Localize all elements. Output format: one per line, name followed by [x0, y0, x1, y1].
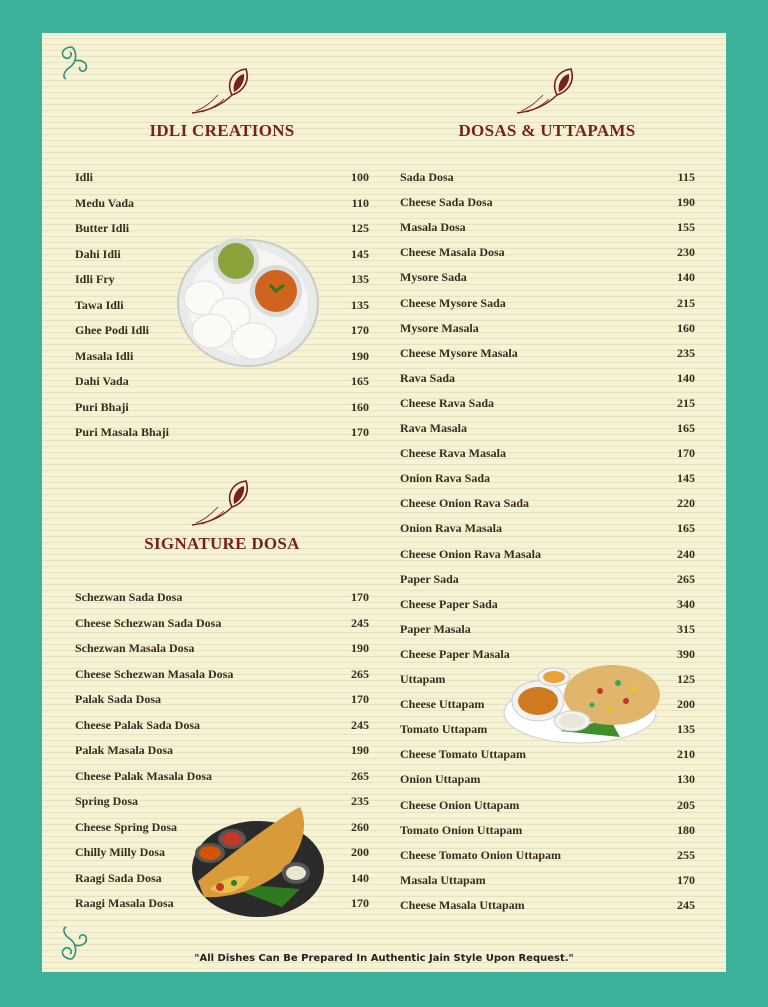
section-title-idli: IDLI CREATIONS	[149, 121, 295, 140]
menu-item-name: Cheese Tomato Onion Uttapam	[400, 847, 562, 862]
menu-item-price: 200	[677, 697, 695, 712]
menu-item-price: 340	[677, 596, 695, 611]
menu-item-name: Mysore Masala	[400, 320, 479, 335]
menu-item-price: 190	[351, 348, 369, 363]
menu-item-price: 315	[677, 621, 695, 636]
menu-item-price: 265	[351, 768, 369, 783]
menu-item-name: Cheese Rava Sada	[400, 395, 495, 410]
menu-item-name: Cheese Masala Dosa	[400, 245, 505, 260]
menu-item-price: 200	[351, 845, 369, 859]
menu-item-price: 135	[677, 722, 695, 737]
menu-item-name: Cheese Tomato Uttapam	[400, 747, 526, 762]
menu-item-name: Cheese Palak Masala Dosa	[75, 768, 212, 783]
peacock-feather-icon	[188, 65, 258, 117]
menu-item-name: Cheese Palak Sada Dosa	[75, 717, 201, 732]
menu-item-price: 390	[677, 646, 695, 661]
menu-item-name: Sada Dosa	[400, 170, 454, 184]
menu-item-name: Cheese Mysore Masala	[400, 345, 518, 360]
menu-item-name: Medu Vada	[75, 195, 135, 210]
menu-item-price: 165	[351, 374, 369, 388]
menu-item-name: Masala Uttapam	[400, 872, 486, 887]
corner-flourish-icon	[52, 43, 92, 83]
menu-item-price: 240	[677, 546, 695, 561]
menu-item-name: Uttapam	[400, 672, 446, 686]
menu-item-price: 170	[351, 590, 369, 604]
menu-item-name: Tomato Uttapam	[400, 722, 488, 737]
menu-item-name: Rava Sada	[400, 370, 456, 385]
menu-item-price: 170	[351, 692, 369, 706]
menu-item-name: Tomato Onion Uttapam	[400, 822, 523, 837]
menu-item-name: Chilly Milly Dosa	[75, 845, 166, 859]
menu-item-price: 265	[677, 571, 695, 586]
menu-item-name: Cheese Schezwan Masala Dosa	[75, 666, 234, 681]
menu-item-price: 230	[677, 245, 695, 260]
menu-item-price: 125	[351, 221, 369, 235]
menu-item-name: Rava Masala	[400, 421, 467, 435]
menu-item-name: Cheese Paper Masala	[400, 646, 510, 661]
menu-item-price: 160	[677, 320, 695, 335]
menu-item-name: Butter Idli	[75, 221, 130, 235]
menu-item-name: Cheese Paper Sada	[400, 596, 498, 611]
menu-item-price: 235	[351, 794, 369, 808]
menu-item-price: 140	[677, 270, 695, 285]
menu-item-price: 145	[677, 471, 695, 486]
menu-item-name: Ghee Podi Idli	[75, 323, 150, 337]
menu-item-price: 160	[351, 399, 369, 414]
menu-item-name: Puri Bhaji	[75, 399, 129, 414]
menu-item-price: 165	[677, 521, 695, 536]
menu-item-price: 190	[351, 641, 369, 655]
menu-item-name: Paper Masala	[400, 621, 471, 636]
menu-item-price: 255	[677, 847, 695, 862]
menu-item-price: 110	[351, 195, 369, 210]
menu-item-name: Dahi Vada	[75, 374, 129, 388]
dosa-plate-image	[190, 803, 326, 919]
menu-item-price: 245	[351, 615, 369, 630]
menu-item-price: 170	[677, 446, 695, 461]
menu-item-name: Masala Dosa	[400, 220, 466, 235]
menu-item-name: Cheese Mysore Sada	[400, 295, 506, 310]
menu-item-name: Schezwan Sada Dosa	[75, 590, 183, 604]
menu-item-name: Cheese Spring Dosa	[75, 819, 178, 834]
menu-item-price: 260	[351, 819, 369, 834]
uttapam-plate-image	[500, 661, 666, 747]
menu-item-price: 135	[351, 297, 369, 312]
menu-item-name: Paper Sada	[400, 571, 459, 586]
menu-item-price: 115	[677, 170, 695, 184]
menu-item-name: Cheese Onion Rava Sada	[400, 496, 530, 511]
menu-item-name: Puri Masala Bhaji	[75, 425, 170, 439]
menu-item-price: 100	[351, 170, 369, 184]
menu-item-price: 205	[677, 797, 695, 812]
menu-item-name: Schezwan Masala Dosa	[75, 641, 195, 655]
jain-style-footer-note: "All Dishes Can Be Prepared In Authentic Jain Style Upon Request."	[194, 953, 574, 964]
menu-item-name: Raagi Masala Dosa	[75, 896, 174, 910]
section-title-dosas: DOSAS & UTTAPAMS	[458, 121, 636, 140]
menu-item-name: Cheese Uttapam	[400, 697, 485, 712]
menu-item-price: 170	[351, 425, 369, 439]
menu-item-price: 140	[677, 370, 695, 385]
menu-item-price: 220	[677, 496, 695, 511]
menu-item-name: Cheese Sada Dosa	[400, 195, 493, 210]
menu-item-name: Onion Uttapam	[400, 772, 481, 787]
menu-page	[42, 33, 726, 972]
menu-item-price: 180	[677, 822, 695, 837]
menu-item-name: Cheese Onion Rava Masala	[400, 546, 541, 561]
menu-item-price: 165	[677, 421, 695, 435]
menu-item-price: 170	[351, 896, 369, 910]
menu-item-name: Idli Fry	[75, 272, 115, 286]
menu-item-name: Spring Dosa	[75, 794, 139, 808]
menu-item-price: 210	[677, 747, 695, 762]
menu-item-price: 215	[677, 295, 695, 310]
menu-item-name: Cheese Onion Uttapam	[400, 797, 520, 812]
menu-item-name: Raagi Sada Dosa	[75, 870, 162, 885]
menu-item-price: 190	[677, 195, 695, 210]
menu-item-price: 140	[351, 870, 369, 885]
menu-item-price: 215	[677, 395, 695, 410]
menu-item-name: Masala Idli	[75, 348, 134, 363]
menu-item-name: Onion Rava Masala	[400, 521, 503, 536]
menu-item-price: 125	[677, 672, 695, 686]
menu-item-price: 170	[351, 323, 369, 337]
menu-item-name: Idli	[75, 170, 94, 184]
menu-item-name: Tawa Idli	[75, 297, 124, 312]
menu-item-price: 245	[677, 897, 695, 912]
peacock-feather-icon	[513, 65, 583, 117]
menu-item-name: Palak Sada Dosa	[75, 692, 162, 706]
menu-item-name: Onion Rava Sada	[400, 471, 491, 486]
idli-plate-image	[176, 233, 320, 367]
menu-item-name: Palak Masala Dosa	[75, 743, 174, 757]
menu-item-price: 235	[677, 345, 695, 360]
menu-item-name: Cheese Masala Uttapam	[400, 897, 525, 912]
menu-item-price: 190	[351, 743, 369, 757]
menu-item-price: 245	[351, 717, 369, 732]
peacock-feather-icon	[188, 477, 258, 529]
menu-item-name: Mysore Sada	[400, 270, 467, 285]
menu-item-price: 130	[677, 772, 695, 787]
menu-item-price: 170	[677, 872, 695, 887]
menu-item-name: Cheese Schezwan Sada Dosa	[75, 615, 222, 630]
section-title-signature: SIGNATURE DOSA	[144, 534, 300, 553]
menu-item-price: 155	[677, 220, 695, 235]
menu-item-price: 135	[351, 272, 369, 286]
menu-item-name: Dahi Idli	[75, 246, 121, 261]
menu-item-price: 145	[351, 246, 369, 261]
menu-item-price: 265	[351, 666, 369, 681]
menu-item-name: Cheese Rava Masala	[400, 446, 506, 461]
